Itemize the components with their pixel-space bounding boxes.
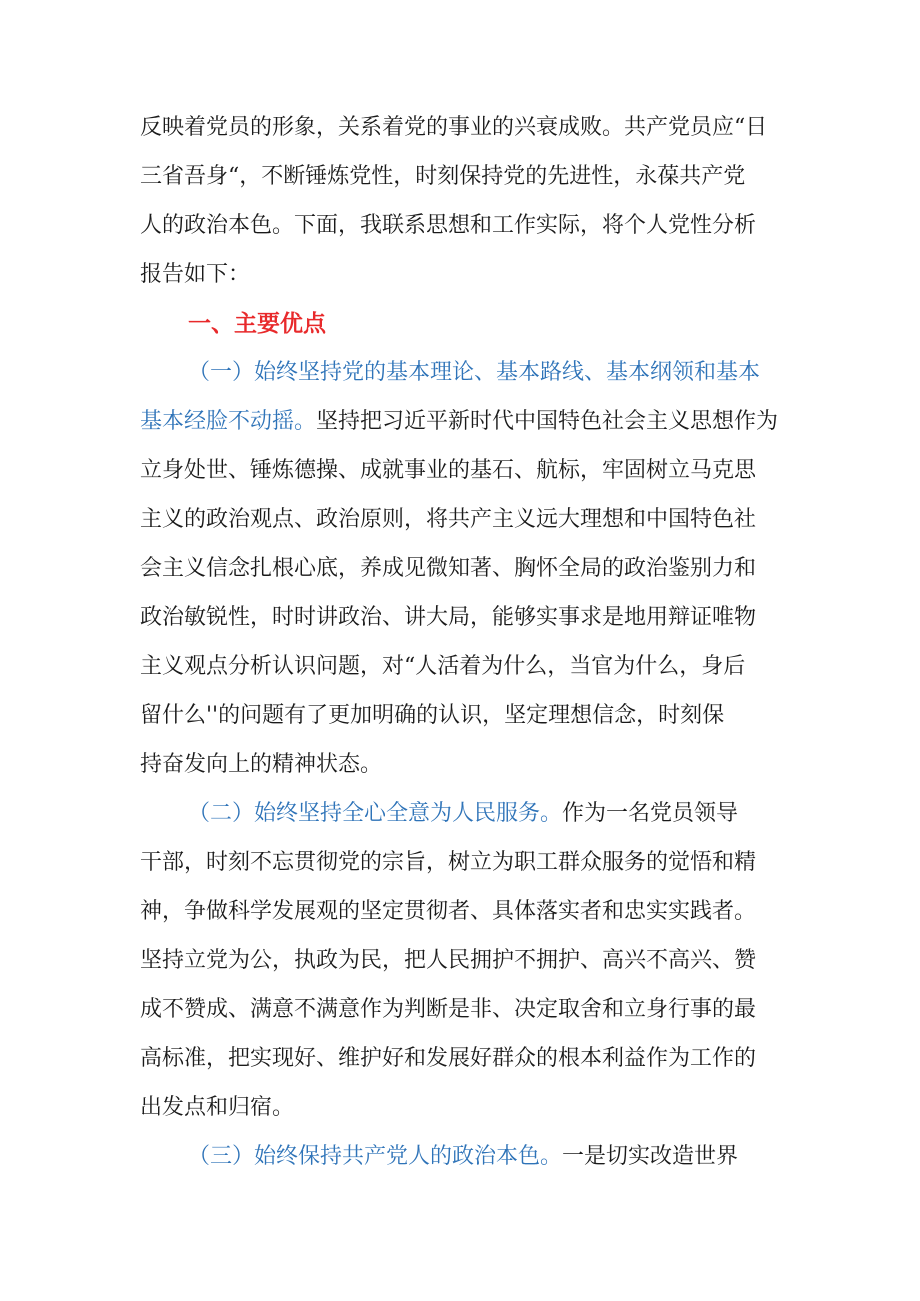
subheading-text: （二）始终坚持全心全意为人民服务。 (188, 801, 563, 826)
body-text-line: 神，争做科学发展观的坚定贯彻者、具体落实者和忠实实践者。 (140, 899, 757, 924)
body-text-line: 会主义信念扎根心底，养成见微知著、胸怀全局的政治鉴别力和 (140, 556, 757, 581)
body-text: 作为一名党员领导 (562, 801, 739, 826)
body-text-line: 高标准，把实现好、维护好和发展好群众的根本利益作为工作的 (140, 1046, 757, 1071)
body-text-line: 干部，时刻不忘贯彻党的宗旨，树立为职工群众服务的觉悟和精 (140, 850, 757, 875)
body-text-line: 报告如下： (140, 262, 251, 287)
body-text-line: 持奋发向上的精神状态。 (140, 752, 383, 777)
section-heading: 一、主要优点 (188, 311, 326, 337)
body-text-line: 主义观点分析认识问题，对“人活着为什么，当官为什么，身后 (140, 654, 746, 679)
body-text-line: 人的政治本色。下面，我联系思想和工作实际，将个人党性分析 (140, 213, 757, 238)
subheading-line: （一）始终坚持党的基本理论、基本路线、基本纲领和基本 (188, 360, 761, 385)
body-text-line (188, 799, 788, 829)
body-text-line: 反映着党员的形象，关系着党的事业的兴衰成败。共产党员应“日 (140, 115, 768, 140)
body-text-line: 成不赞成、满意不满意作为判断是非、决定取舍和立身行事的最 (140, 997, 757, 1022)
body-text-line: 立身处世、锤炼德操、成就事业的基石、航标，牢固树立马克思 (140, 458, 757, 483)
body-text: 一是切实改造世界 (562, 1144, 739, 1169)
subheading-text: （三）始终保持共产党人的政治本色。 (188, 1144, 563, 1169)
body-text-line (140, 407, 788, 437)
subheading-continuation: 基本经脸不动摇。 (140, 409, 317, 434)
body-text-line: 出发点和归宿。 (140, 1095, 295, 1120)
body-text-line: 主义的政治观点、政治原则，将共产主义远大理想和中国特色社 (140, 507, 757, 532)
body-text-line: 坚持立党为公，执政为民，把人民拥护不拥护、高兴不高兴、赞 (140, 948, 757, 973)
body-text-line (188, 1142, 788, 1172)
body-text-line: 留什么''的问题有了更加明确的认识，坚定理想信念，时刻保 (140, 703, 725, 728)
body-text-line: 三省吾身“，不断锤炼党性，时刻保持党的先进性，永葆共产党 (140, 164, 746, 189)
body-text: 坚持把习近平新时代中国特色社会主义思想作为 (316, 409, 779, 434)
body-text-line: 政治敏锐性，时时讲政治、讲大局，能够实事求是地用辩证唯物 (140, 605, 757, 630)
